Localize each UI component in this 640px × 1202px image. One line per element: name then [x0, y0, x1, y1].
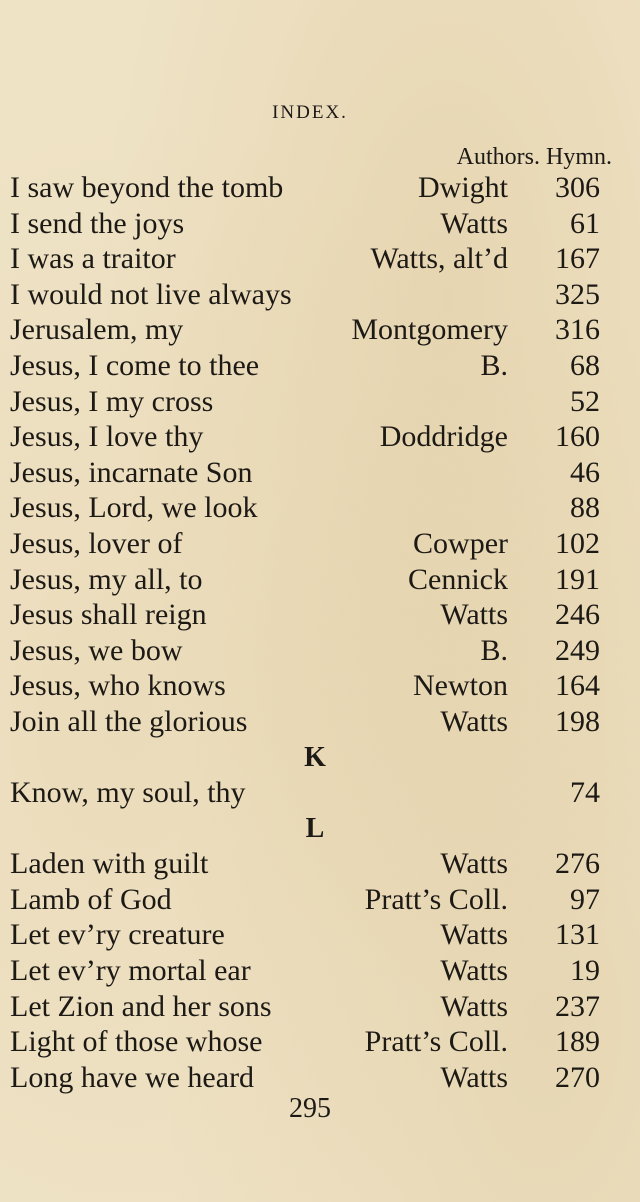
first-line: Jesus shall reign	[10, 598, 207, 632]
author-name: Watts	[440, 954, 508, 988]
index-entry	[10, 953, 600, 989]
hymn-number: 74	[570, 776, 600, 810]
hymn-number: 19	[570, 954, 600, 988]
section-letter	[10, 740, 600, 776]
section-letter	[10, 811, 600, 847]
index-entry	[10, 348, 600, 384]
index-entry	[10, 419, 600, 455]
first-line: Jesus, lover of	[10, 526, 183, 560]
index-entry	[10, 989, 600, 1025]
section-letter-label: K	[304, 741, 326, 773]
first-line: Jesus, my all, to	[10, 562, 203, 596]
hymn-number: 325	[555, 277, 600, 311]
first-line: Lamb of God	[10, 882, 172, 916]
index-entry	[10, 846, 600, 882]
index-entry	[10, 704, 600, 740]
index-entry	[10, 490, 600, 526]
index-entry	[10, 206, 600, 242]
first-line: Jesus, Lord, we look	[10, 491, 258, 525]
index-entry	[10, 241, 600, 277]
hymn-number: 46	[570, 455, 600, 489]
hymn-number: 189	[555, 1025, 600, 1059]
hymn-number: 131	[555, 918, 600, 952]
author-name: B.	[480, 348, 508, 382]
first-line: Jesus, I my cross	[10, 384, 214, 418]
index-entry	[10, 668, 600, 704]
first-line: Jerusalem, my	[10, 313, 184, 347]
author-name: Watts	[440, 704, 508, 738]
first-line: Jesus, incarnate Son	[10, 455, 253, 489]
hymn-number: 316	[555, 313, 600, 347]
index-entry	[10, 312, 600, 348]
hymn-number: 237	[555, 989, 600, 1023]
hymn-number: 306	[555, 171, 600, 204]
hymn-number: 191	[555, 562, 600, 596]
column-headers: Authors. Hymn.	[456, 144, 612, 170]
author-name: Pratt’s Coll.	[364, 1025, 508, 1059]
index-entry	[10, 170, 600, 206]
author-name: Watts, alt’d	[370, 242, 508, 276]
index-entry	[10, 526, 600, 562]
hymn-number: 61	[570, 206, 600, 240]
hymn-number: 249	[555, 633, 600, 667]
first-line: Jesus, I love thy	[10, 420, 204, 454]
first-line: I would not live always	[10, 277, 292, 311]
page-title: INDEX.	[272, 102, 348, 123]
hymn-number: 160	[555, 420, 600, 454]
author-name: Watts	[440, 847, 508, 881]
author-name: Watts	[440, 206, 508, 240]
hymn-number: 167	[555, 242, 600, 276]
author-name: Montgomery	[351, 313, 508, 347]
hymn-number: 52	[570, 384, 600, 418]
first-line: Let ev’ry mortal ear	[10, 954, 251, 988]
index-entry	[10, 775, 600, 811]
first-line: Know, my soul, thy	[10, 776, 246, 810]
hymn-number: 276	[555, 847, 600, 881]
first-line: Laden with guilt	[10, 847, 209, 881]
first-line: Jesus, I come to thee	[10, 348, 260, 382]
hymn-number: 164	[555, 669, 600, 703]
author-name: Watts	[440, 918, 508, 952]
index-entry	[10, 455, 600, 491]
index-entry	[10, 1024, 600, 1060]
first-line: I saw beyond the tomb	[10, 171, 284, 204]
author-name: Watts	[440, 989, 508, 1023]
author-name: Newton	[413, 669, 508, 703]
hymn-number: 97	[570, 882, 600, 916]
hymn-number: 270	[555, 1060, 600, 1094]
first-line: I was a traitor	[10, 242, 176, 276]
index-entry	[10, 882, 600, 918]
first-line: Long have we heard	[10, 1060, 255, 1094]
first-line: I send the joys	[10, 206, 185, 240]
index-list	[10, 170, 600, 1095]
author-name: Cowper	[413, 526, 508, 560]
hymn-number: 88	[570, 491, 600, 525]
index-entry	[10, 633, 600, 669]
index-entry	[10, 597, 600, 633]
section-letter-label: L	[305, 812, 325, 844]
index-entry	[10, 562, 600, 598]
first-line: Join all the glorious	[10, 704, 248, 738]
hymn-number: 198	[555, 704, 600, 738]
author-name: Pratt’s Coll.	[364, 882, 508, 916]
hymn-number: 102	[555, 526, 600, 560]
index-entry	[10, 277, 600, 313]
first-line: Jesus, we bow	[10, 633, 183, 667]
author-name: B.	[480, 633, 508, 667]
page-number: 295	[289, 1093, 331, 1124]
author-name: Watts	[440, 1060, 508, 1094]
index-entry	[10, 1060, 600, 1096]
author-name: Doddridge	[379, 420, 508, 454]
author-name: Cennick	[408, 562, 508, 596]
author-name: Watts	[440, 598, 508, 632]
hymn-number: 246	[555, 598, 600, 632]
author-name: Dwight	[418, 171, 508, 204]
index-entry	[10, 384, 600, 420]
hymn-number: 68	[570, 348, 600, 382]
first-line: Let Zion and her sons	[10, 989, 272, 1023]
first-line: Light of those whose	[10, 1025, 263, 1059]
first-line: Let ev’ry creature	[10, 918, 225, 952]
first-line: Jesus, who knows	[10, 669, 226, 703]
index-entry	[10, 917, 600, 953]
